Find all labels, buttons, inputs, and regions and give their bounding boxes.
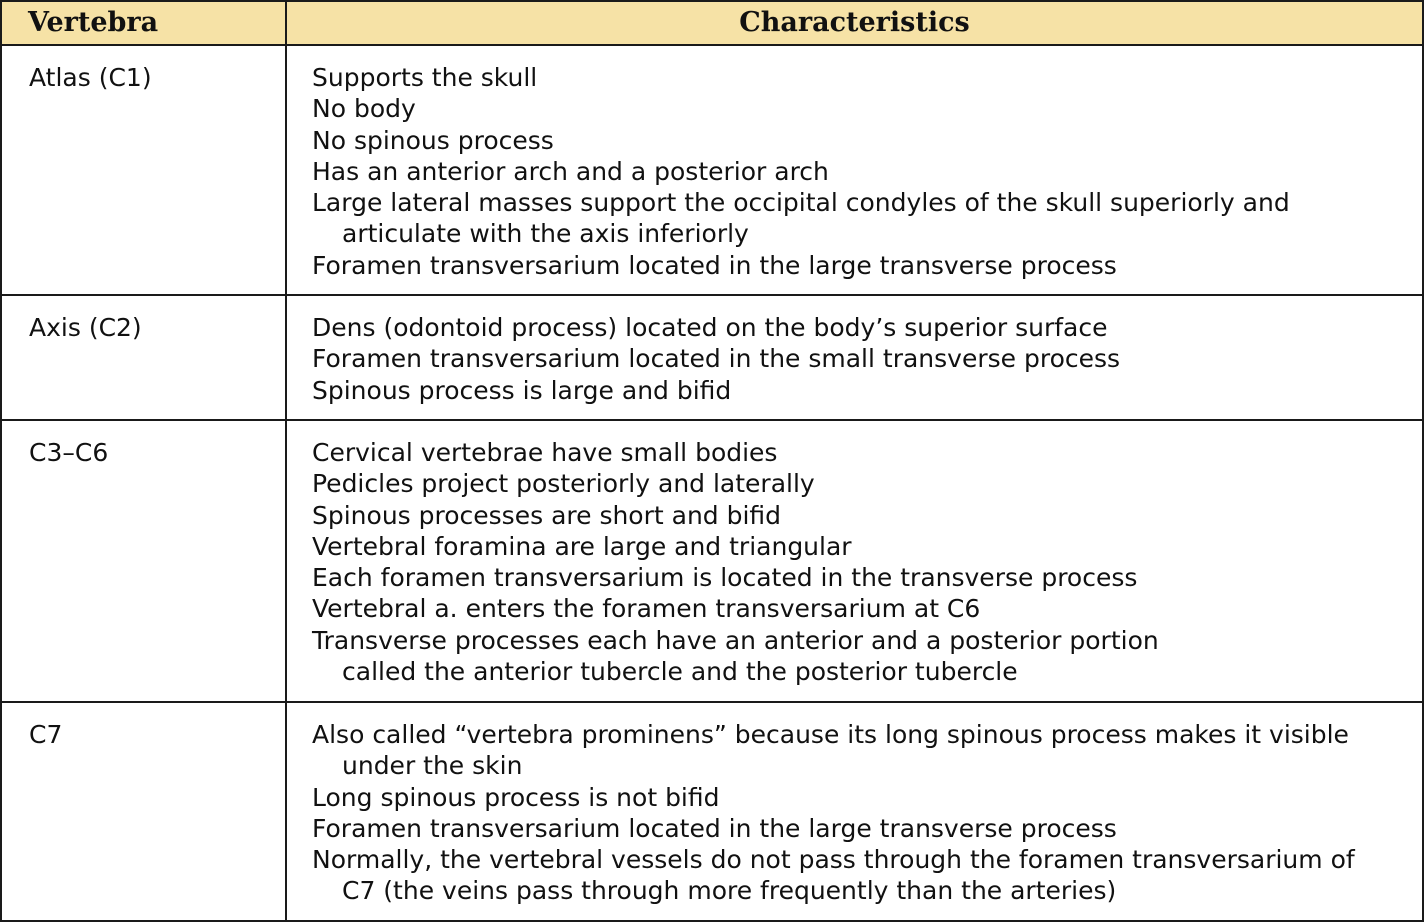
characteristic-line-continued: called the anterior tubercle and the posterior tubercle: [342, 657, 1018, 687]
characteristic-line: Vertebral a. enters the foramen transversarium at C6: [312, 594, 981, 624]
characteristic-line: Supports the skull: [312, 63, 538, 92]
characteristic-line: Spinous processes are short and bifid: [312, 500, 782, 530]
header-characteristics: Characteristics: [739, 7, 970, 38]
vertebra-cell: Atlas (C1): [2, 46, 287, 294]
characteristics-cell: [287, 46, 1422, 294]
characteristic-line: Foramen transversarium located in the large transverse process: [312, 813, 1117, 843]
characteristic-line-continued: articulate with the axis inferiorly: [342, 219, 749, 249]
table-row-c7: [2, 703, 1422, 920]
characteristic-line: No body: [312, 94, 416, 124]
characteristic-line: Foramen transversarium located in the large transverse process: [312, 250, 1117, 280]
characteristic-line: Pedicles project posteriorly and laterally: [312, 469, 815, 499]
characteristic-line: Also called “vertebra prominens” because its long spinous process makes it visible: [312, 720, 1349, 749]
characteristic-line: Vertebral foramina are large and triangular: [312, 531, 852, 561]
characteristic-line: Normally, the vertebral vessels do not pass through the foramen transversarium of: [312, 845, 1355, 875]
characteristic-line: Cervical vertebrae have small bodies: [312, 438, 778, 467]
characteristic-line: Each foramen transversarium is located in the transverse process: [312, 563, 1138, 593]
characteristic-line: Transverse processes each have an anterior and a posterior portion: [312, 625, 1159, 655]
characteristic-line: No spinous process: [312, 125, 554, 155]
characteristic-line: Large lateral masses support the occipital condyles of the skull superiorly and: [312, 188, 1290, 218]
table-row-c3-c6: [2, 421, 1422, 703]
characteristic-line: Foramen transversarium located in the small transverse process: [312, 344, 1121, 374]
table-row-axis: [2, 296, 1422, 421]
vertebra-cell: Axis (C2): [2, 296, 287, 419]
characteristics-cell: [287, 296, 1422, 419]
characteristic-line: Long spinous process is not bifid: [312, 782, 720, 812]
characteristics-cell: [287, 703, 1422, 920]
characteristic-line: Spinous process is large and bifid: [312, 375, 732, 405]
characteristic-line: Has an anterior arch and a posterior arch: [312, 156, 829, 186]
vertebra-cell: C7: [2, 703, 287, 920]
table-header: [2, 2, 1422, 46]
characteristics-cell: [287, 421, 1422, 701]
characteristic-line-continued: under the skin: [342, 751, 523, 781]
header-vertebra: Vertebra: [2, 2, 287, 44]
table-row-atlas: [2, 46, 1422, 296]
characteristic-line: Dens (odontoid process) located on the body’s superior surface: [312, 313, 1108, 342]
vertebra-cell: C3–C6: [2, 421, 287, 701]
characteristic-line-continued: C7 (the veins pass through more frequently than the arteries): [342, 876, 1117, 906]
